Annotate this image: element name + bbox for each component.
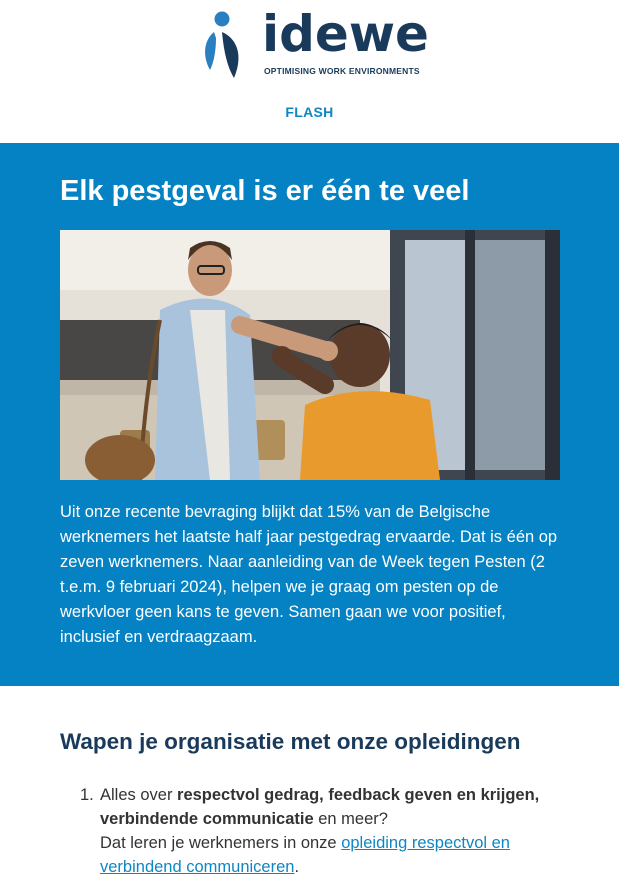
- training-list: [60, 783, 560, 879]
- hero-title: Elk pestgeval is er één te veel: [60, 175, 470, 207]
- hero-body-text: Uit onze recente bevraging blijkt dat 15% van de Belgische werknemers het laatste half jaar pestgedrag ervaarde. Dat is één op zeven werknemers. Naar aanleiding van de Week tegen Pesten (2 t.e.m. 9 februari 2024), helpen we je graag om pesten op de werkvloer geen kans te geven. Samen gaan we voor positief, inclusief en verdraagzaam.: [60, 503, 558, 646]
- section-title: Wapen je organisatie met onze opleidingen: [60, 729, 521, 754]
- idewe-logo[interactable]: [200, 5, 440, 82]
- list-item: [60, 783, 560, 879]
- training-link[interactable]: opleiding respectvol en verbindend communiceren: [100, 834, 510, 876]
- idewe-logo-mark-icon: [200, 10, 250, 80]
- list-item-line2-before: Dat leren je werknemers in onze: [100, 834, 342, 852]
- email-header: [0, 0, 619, 143]
- fist-bump-photo-illustration: [60, 230, 560, 480]
- list-item-bold-text: respectvol gedrag, feedback geven en krijgen, verbindende communicatie: [100, 786, 540, 828]
- flash-label: FLASH: [285, 104, 334, 120]
- list-item-text-before: Alles over: [100, 786, 178, 804]
- hero-section: [0, 143, 619, 686]
- list-item-number: 1.: [80, 786, 94, 804]
- logo-tagline: OPTIMISING WORK ENVIRONMENTS: [264, 66, 420, 76]
- list-item-line2-after: .: [294, 858, 300, 876]
- logo-wordmark: idewe: [262, 5, 429, 63]
- hero-photo: [60, 230, 560, 480]
- list-item-text-after: en meer?: [313, 810, 388, 828]
